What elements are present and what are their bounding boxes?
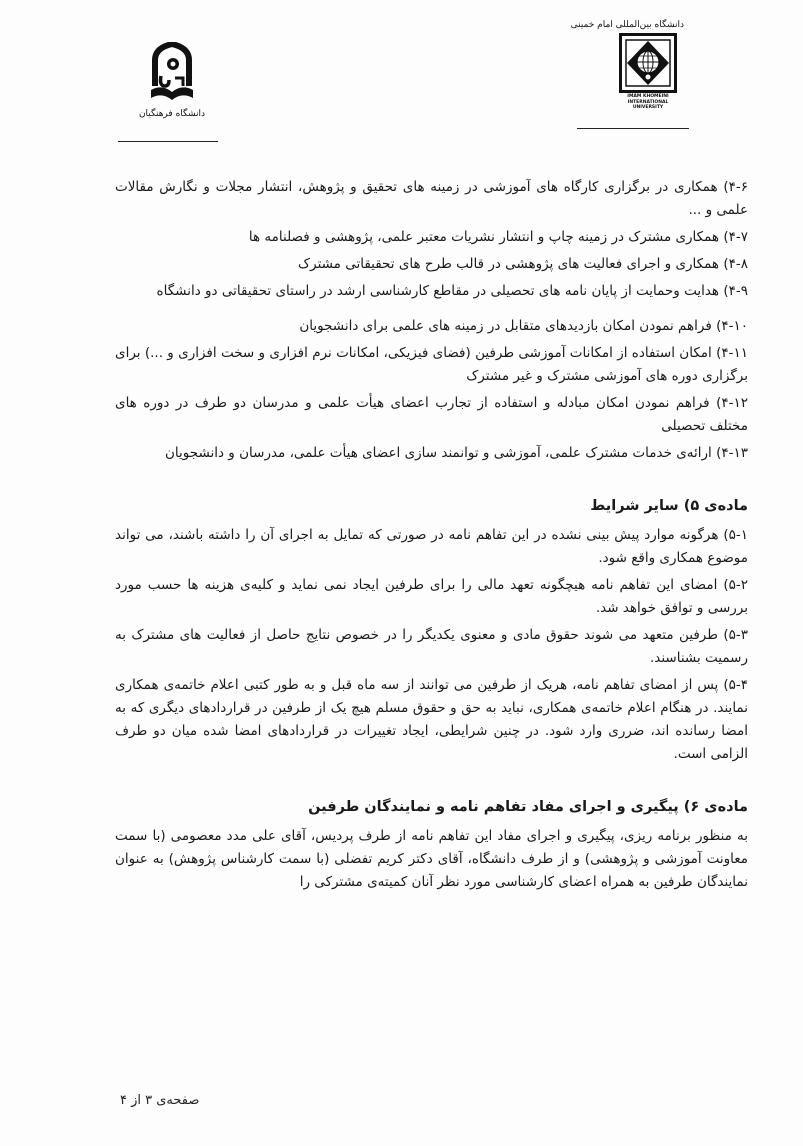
clause-number: ۵-۴) [723, 677, 748, 693]
clause-text: همکاری مشترک در زمینه چاپ و انتشار نشریات معتبر علمی، پژوهشی و فصلنامه ها [248, 229, 720, 245]
document-body [115, 176, 748, 898]
clause-5-4 [115, 674, 748, 766]
clause-text: فراهم نمودن امکان مبادله و استفاده از تجارب اعضای هیأت علمی و مدرسان دو طرف در دوره های مختلف تحصیلی [115, 395, 748, 434]
clause-number: ۴-۱۱) [716, 345, 748, 361]
clause-5-1 [115, 524, 748, 570]
clause-4-11 [115, 342, 748, 388]
clause-5-2 [115, 574, 748, 620]
logo-english-name-2: INTERNATIONAL UNIVERSITY [627, 100, 669, 110]
logo-calligraphy: دانشگاه فرهنگیان [138, 109, 206, 119]
clause-number: ۴-۱۰) [716, 318, 748, 334]
clause-4-7 [115, 226, 748, 249]
clause-number: ۵-۲) [723, 577, 748, 593]
clause-text: هرگونه موارد پیش بینی نشده در این تفاهم نامه در صورتی که تمایل به اجرای آن را داشته باشند، می تواند موضوع همکاری واقع شود. [115, 527, 748, 566]
logo-english-name-1: IMAM KHOMEINI [627, 94, 669, 99]
page-number: صفحه‌ی ۳ از ۴ [120, 1093, 200, 1108]
clause-number: ۴-۶) [723, 179, 748, 195]
clause-text: همکاری و اجرای فعالیت های پژوهشی در قالب طرح های تحقیقاتی مشترک [298, 256, 720, 272]
clause-number: ۴-۱۲) [716, 395, 749, 411]
clause-4-6 [115, 176, 748, 222]
clause-4-8 [115, 253, 748, 276]
clause-4-9 [115, 280, 748, 303]
clause-number: ۵-۳) [723, 627, 748, 643]
clause-4-13 [115, 442, 748, 465]
section-4-items [115, 176, 748, 465]
section-5 [115, 495, 748, 766]
imam-khomeini-university-logo [570, 20, 684, 110]
clause-text: امضای این تفاهم نامه هیچگونه تعهد مالی را برای طرفین ایجاد نمی نماید و کلیه‌ی هزینه ها حسب مورد بررسی و توافق خواهد شد. [115, 577, 748, 616]
clause-number: ۴-۱۳) [716, 445, 748, 461]
globe-emblem-icon [619, 33, 677, 93]
logo-calligraphy: دانشگاه بین‌المللی امام خمینی [570, 20, 684, 30]
clause-4-12 [115, 392, 748, 438]
clause-text: همکاری در برگزاری کارگاه های آموزشی در زمینه های تحقیق و پژوهش، انتشار مجلات و نگارش مقالات علمی و ... [115, 179, 748, 218]
clause-number: ۵-۱) [723, 527, 749, 543]
farhangian-university-logo [137, 42, 207, 119]
spacer [115, 307, 748, 315]
clause-text: فراهم نمودن امکان بازدیدهای متقابل در زمینه های علمی برای دانشجویان [299, 318, 712, 334]
header-rule-left [118, 141, 218, 142]
clause-number: ۴-۷) [723, 229, 748, 245]
section-6-title: ماده‌ی ۶) پیگیری و اجرای مفاد تفاهم نامه و نمایندگان طرفین [308, 799, 748, 815]
clause-number: ۴-۸) [723, 256, 748, 272]
clause-text: امکان استفاده از امکانات آموزشی طرفین (فضای فیزیکی، امکانات نرم افزاری و سخت افزاری و ...) برای برگزاری دوره های آموزشی مشترک و غیر مشترک [115, 345, 748, 384]
header-rule-right [577, 128, 689, 129]
section-6-paragraph: به منظور برنامه ریزی، پیگیری و اجرای مفاد این تفاهم نامه از طرف پردیس، آقای علی مدد معصومی (با سمت معاونت آموزشی و پژوهشی) و از طرف دانشگاه، آقای دکتر کریم تفضلی (با سمت کارشناس پژوهش) به عنوان نمایندگان طرفین به همراه اعضای کارشناسی مورد نظر آنان کمیته‌ی مشترکی را [115, 828, 748, 890]
clause-5-3 [115, 624, 748, 670]
clause-text: طرفین متعهد می شوند حقوق مادی و معنوی یکدیگر را در خصوص نتایج حاصل از فعالیت های مشترک به رسمیت بشناسند. [115, 627, 748, 666]
clause-text: ارائه‌ی خدمات مشترک علمی، آموزشی و توانمند سازی اعضای هیأت علمی، مدرسان و دانشجویان [164, 445, 712, 461]
book-arch-emblem-icon [147, 42, 197, 104]
clause-number: ۴-۹) [723, 283, 748, 299]
clause-text: هدایت وحمایت از پایان نامه های تحصیلی در مقاطع کارشناسی ارشد در راستای تحقیقاتی دو دانشگاه [156, 283, 720, 299]
section-5-title: ماده‌ی ۵) سایر شرایط [590, 498, 748, 514]
section-6 [115, 796, 748, 894]
clause-text: پس از امضای تفاهم نامه، هریک از طرفین می توانند از سه ماه قبل و به طور کتبی اعلام خاتمه‌ی همکاری نمایند. در هنگام اعلام خاتمه‌ی همکاری، نباید به حق و حقوق مسلم هیچ یک از طرفین در قراردادهای دیگری که به امضا رسانده اند، ضرری وارد شود. در چنین شرایطی، ایجاد تغییرات در قراردادهای امضا شده میان دو طرف الزامی است. [115, 677, 748, 762]
clause-4-10 [115, 315, 748, 338]
